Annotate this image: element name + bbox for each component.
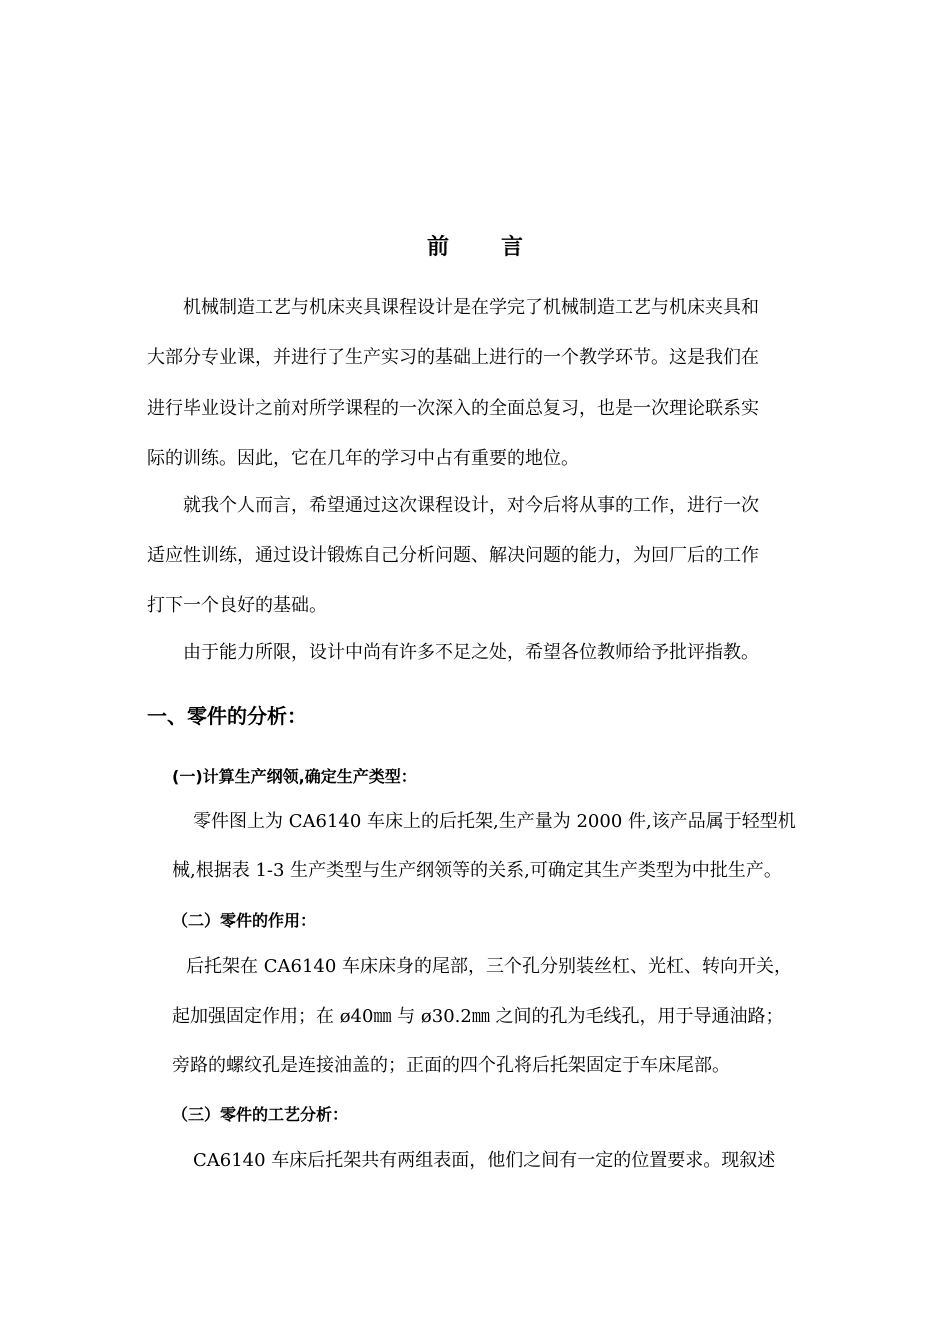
preface-p2-line-1: 就我个人而言，希望通过这次课程设计，对今后将从事的工作，进行一次 <box>183 495 759 516</box>
preface-p1-line-2: 大部分专业课，并进行了生产实习的基础上进行的一个教学环节。这是我们在 <box>147 347 759 368</box>
sub2-line-3: 旁路的螺纹孔是连接油盖的；正面的四个孔将后托架固定于车床尾部。 <box>172 1055 730 1076</box>
preface-p1-line-1: 机械制造工艺与机床夹具课程设计是在学完了机械制造工艺与机床夹具和 <box>183 297 759 318</box>
preface-p1-line-3: 进行毕业设计之前对所学课程的一次深入的全面总复习，也是一次理论联系实 <box>147 398 759 419</box>
sub2-line-2: 起加强固定作用；在 ø40㎜ 与 ø30.2㎜ 之间的孔为毛线孔，用于导通油路； <box>172 1006 784 1027</box>
sub3-line-1: CA6140 车床后托架共有两组表面，他们之间有一定的位置要求。现叙述 <box>193 1150 776 1171</box>
sub1-line-2: 械,根据表 1-3 生产类型与生产纲领等的关系,可确定其生产类型为中批生产。 <box>172 860 782 881</box>
subsection-heading-2: （二）零件的作用： <box>172 911 317 930</box>
preface-p3-line-1: 由于能力所限，设计中尚有许多不足之处，希望各位教师给予批评指教。 <box>183 642 759 663</box>
sub2-line-1: 后托架在 CA6140 车床床身的尾部，三个孔分别装丝杠、光杠、转向开关， <box>186 956 793 977</box>
preface-p1-line-4: 际的训练。因此，它在几年的学习中占有重要的地位。 <box>147 448 579 469</box>
subsection-heading-3: （三）零件的工艺分析： <box>172 1105 349 1124</box>
sub1-line-1: 零件图上为 CA6140 车床上的后托架,生产量为 2000 件,该产品属于轻型机 <box>193 811 796 832</box>
preface-p2-line-2: 适应性训练，通过设计锻炼自己分析问题、解决问题的能力，为回厂后的工作 <box>147 545 759 566</box>
page-title: 前言 <box>426 235 575 260</box>
preface-p2-line-3: 打下一个良好的基础。 <box>147 595 327 616</box>
subsection-heading-1: (一)计算生产纲领,确定生产类型： <box>172 767 417 786</box>
section-heading: 一、零件的分析： <box>147 704 307 728</box>
